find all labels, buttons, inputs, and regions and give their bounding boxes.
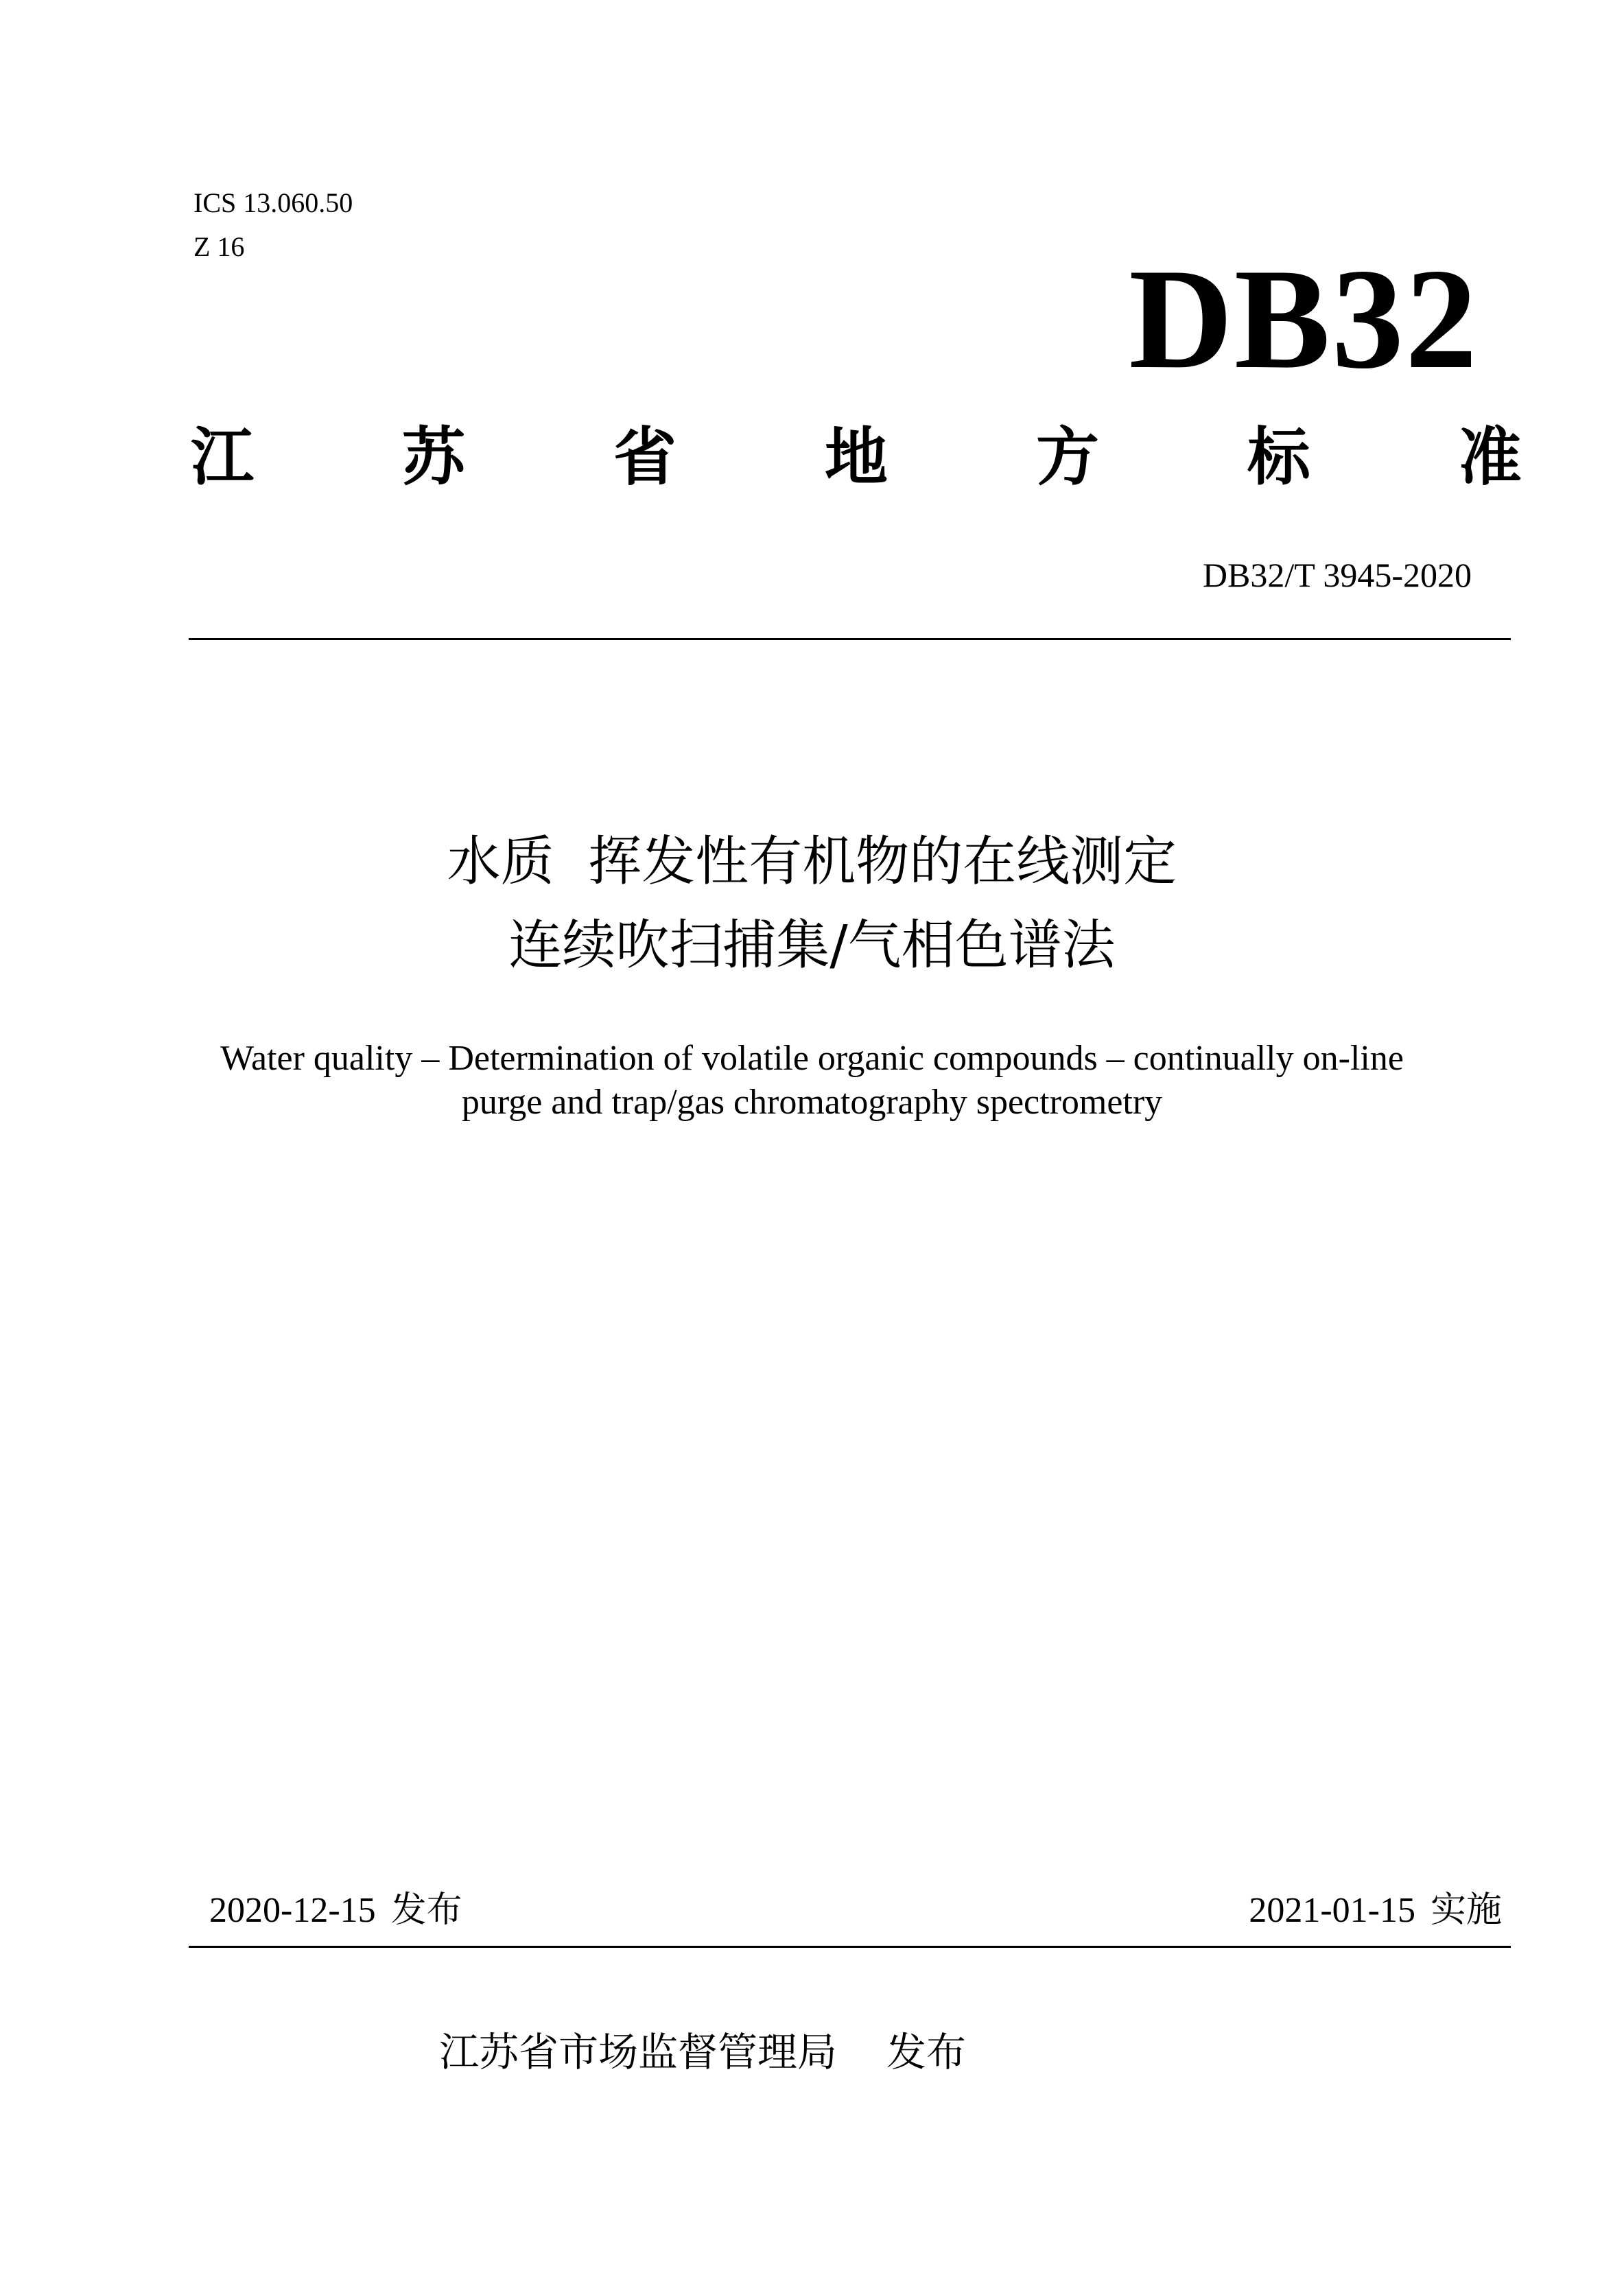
standard-number: DB32/T 3945-2020 bbox=[1202, 556, 1472, 594]
title-chinese-line-2: 连续吹扫捕集/气相色谱法 bbox=[508, 915, 1116, 976]
ccs-code: Z 16 bbox=[193, 231, 245, 262]
standard-type-char: 地 bbox=[824, 421, 888, 494]
title-chinese-line-1: 水质 挥发性有机物的在线测定 bbox=[447, 831, 1177, 893]
title-english-line-2: purge and trap/gas chromatography spectrometry bbox=[461, 1083, 1163, 1122]
title-english-line-1: Water quality – Determination of volatile organic compounds – continually on-line bbox=[220, 1039, 1404, 1078]
issuer-name: 江苏省市场监督管理局 bbox=[439, 2029, 838, 2075]
issuer-action: 发布 bbox=[886, 2029, 967, 2075]
standard-type-heading bbox=[191, 420, 1522, 495]
standard-type-char: 江 bbox=[191, 421, 255, 494]
issue-date-value: 2020-12-15 bbox=[209, 1891, 376, 1930]
issue-date bbox=[209, 1888, 462, 1933]
db32-logo: DB32 bbox=[1129, 239, 1479, 399]
footer-divider bbox=[189, 1946, 1511, 1948]
issue-date-label: 发布 bbox=[390, 1890, 462, 1931]
ics-code: ICS 13.060.50 bbox=[193, 187, 353, 218]
standard-type-char: 方 bbox=[1035, 421, 1099, 494]
standard-type-char: 苏 bbox=[401, 421, 465, 494]
standard-type-char: 省 bbox=[613, 421, 676, 494]
implementation-date-label: 实施 bbox=[1430, 1890, 1502, 1931]
standard-type-char: 标 bbox=[1247, 421, 1310, 494]
implementation-date bbox=[1249, 1888, 1502, 1933]
implementation-date-value: 2021-01-15 bbox=[1249, 1891, 1415, 1930]
issuing-authority bbox=[439, 2027, 966, 2077]
header-divider bbox=[189, 638, 1511, 640]
standard-type-char: 准 bbox=[1458, 421, 1522, 494]
